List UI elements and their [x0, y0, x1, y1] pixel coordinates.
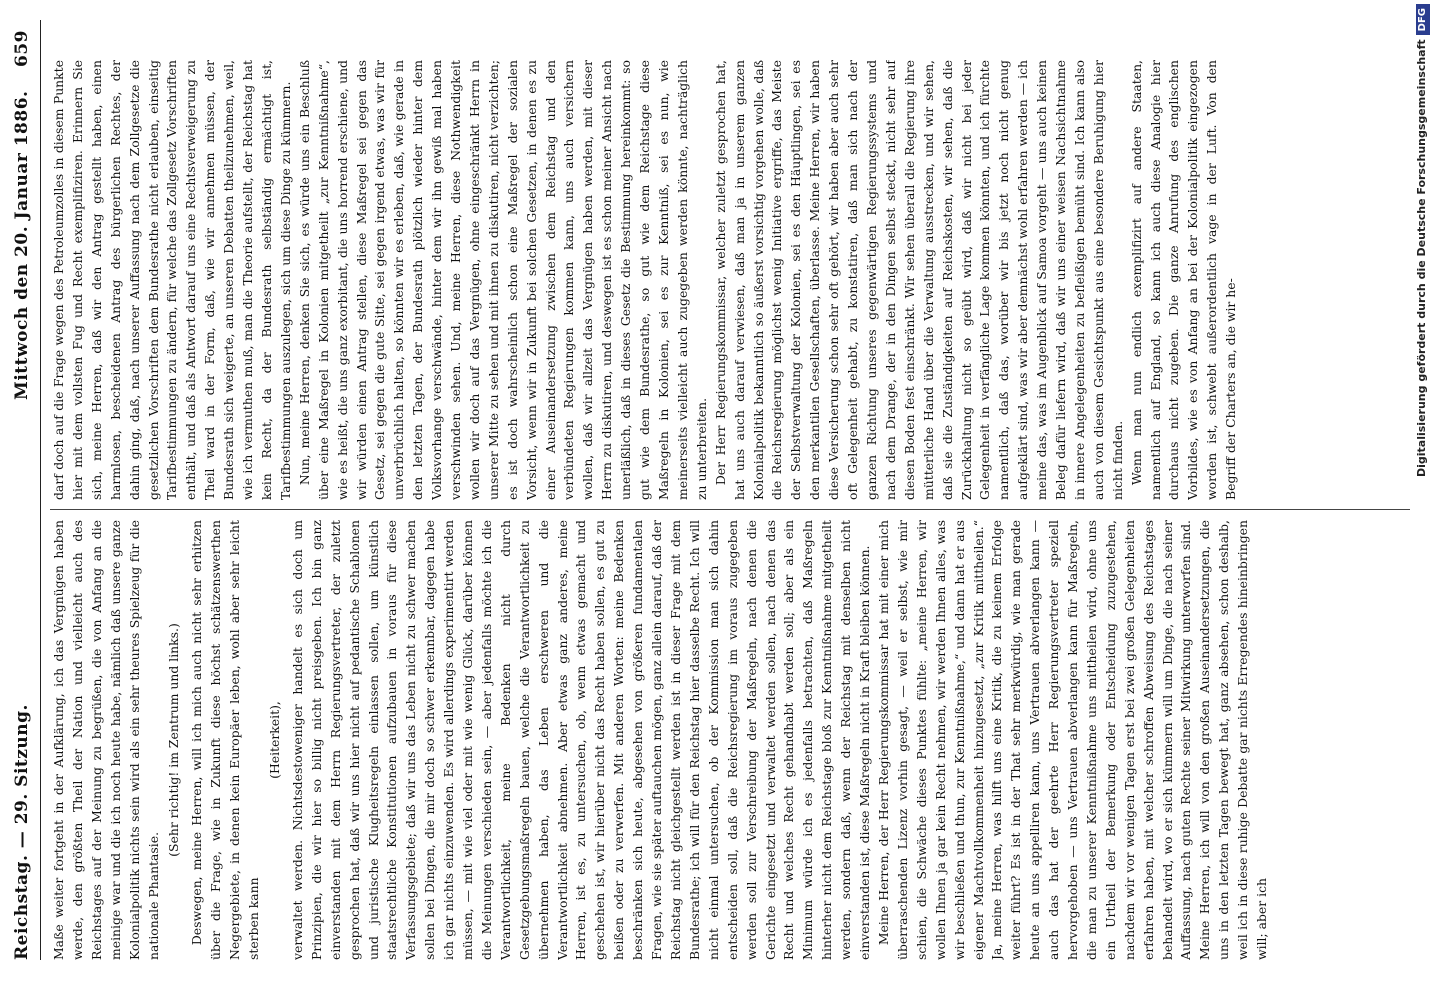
paragraph: darf doch auf die Frage wegen des Petroleumzolles in diesem Punkte hier mit dem vollsten Fug und Recht exemplifiziren. Erinnern Sie sich, meine Herren, daß wir den Antrag gestellt haben, einen harmlosen, bescheidenen Antrag des bürgerlichen Rechtes, der dahin ging, daß, nach unserer Auffassung nach dem Zollgesetze die gesetzlichen Vorschriften dem Bundesrathe nicht erlauben, einseitig Tarifbestimmungen zu ändern, für welche das Zollgesetz Vorschriften enthält, und daß als Antwort darauf uns eine Rechtsverweigerung zu Theil ward in der Form, daß, wie wir annehmen müssen, der Bundesrath sich weigerte, an unseren Debatten theilzunehmen, weil, wie ich vermuthen muß, man die Theorie aufstellt, der Reichstag hat kein Recht, da der Bundesrath selbständig ermächtigt ist, Tarifbestimmungen auszulegen, sich um diese Dinge zu kümmern. — [51, 60, 293, 500]
paragraph: Deswegen, meine Herren, will ich mich auch nicht sehr erhitzen über die Frage, wie in Zukunft diese höchst schätzenswerthen Negergebiete, in denen kein Europäer leben, wohl aber sehr leicht sterben kann — [189, 520, 262, 960]
header-rule — [40, 20, 41, 960]
text-column-left — [50, 520, 1420, 960]
paragraph: Wenn man nun endlich exemplifizirt auf andere Staaten, namentlich auf England, so kann ich auch diese Analogie hier durchaus nicht zugeben. Die ganze Anrufung des englischen Vorbildes, wie es von Anfang an bei der Kolonialpolitik eingezogen worden ist, schwebt außerordentlich vage in der Luft. Von den Begriff der Charters an, die wir he- — [1128, 60, 1239, 500]
text-column-right — [50, 60, 1420, 500]
paragraph: Der Herr Regierungskommissar, welcher zuletzt gesprochen hat, hat uns auch darauf verwiesen, daß man ja in unserem ganzen Kolonialpolitik bekanntlich so äußerst vorsichtig vorgehen wolle, daß die Reichsregierung möglichst wenig Initiative ergriffe, das Meiste der Selbstverwaltung der Kolonien, sei es den Häuptlingen, sei es den merkantilen Gesellschaften, überlasse. Meine Herren, wir haben diese Versicherung schon sehr oft gehört, wir haben aber auch sehr oft Gelegenheit gehabt, zu konstatiren, daß man sich nach der ganzen Richtung unseres gegenwärtigen Regierungssystems und nach dem Drange, der in den Dingen selbst steckt, nicht sehr auf diesen Boden fest einschränkt. Wir sehen überall die Regierung ihre mütterliche Hand über die Verwaltung ausstrecken, und wir sehen, daß sie die Zuständigkeiten auf Reichskosten, wir sehen, daß die Zurückhaltung nicht so geübt wird, daß wir nicht bei jeder Gelegenheit in verfängliche Lage kommen könnten, und ich fürchte namentlich, daß das, worüber wir bis jetzt noch nicht genug aufgeklärt sind, was wir aber demnächst wohl erfahren werden — ich meine das, was im Augenblick auf Samoa vorgeht — uns auch keinen Beleg dafür liefern wird, daß wir uns einer weisen Nachsichtnahme in innere Angelegenheiten zu befleißigen bemüht sind. Ich kann also auch von diesem Gesichtspunkt aus eine besondere Beruhigung hier nicht finden. — [712, 60, 1125, 500]
paragraph: Maße weiter fortgeht in der Aufklärung, ich das Vergnügen haben werde, den größten Theil der Nation und vielleicht auch des Reichstages auf der Meinung zu begrüßen, die von Anfang an die meinige war und die ich noch heute habe, nämlich daß unsere ganze Kolonialpolitik nichts sein wird als ein sehr theures Spielzeug für die nationale Phantasie. — [51, 520, 161, 960]
header-date: Mittwoch den 20. Januar 1886. — [12, 90, 32, 400]
dfg-logo: DFG — [1416, 4, 1430, 35]
interjection: (Sehr richtig! im Zentrum und links.) — [166, 623, 182, 857]
header-section-title: Reichstag. — 29. Sitzung. — [12, 704, 32, 960]
dfg-watermark — [1412, 4, 1432, 604]
page-number: 659 — [12, 30, 32, 67]
column-divider — [50, 509, 1410, 510]
page-header — [6, 30, 40, 960]
paragraph: Meine Herren, der Herr Regierungskommissar hat mit einer mich überraschenden Lizenz vorhin gesagt, — weil er selbst, wie mir schien, die Schwäche dieses Punktes fühlte: „meine Herren, wir wollen Ihnen ja gar kein Recht nehmen, wir werden Ihnen alles, was wir beschließen und thun, zur Kenntnißnahme,“ und dann hat er aus eigener Machtvollkommenheit hinzugesetzt, „zur Kritik mittheilen.“ Ja, meine Herren, was hilft uns eine Kritik, die zu keinem Erfolge weiter führt? Es ist in der That sehr merkwürdig, wie man gerade heute an uns appelliren kann, uns Vertrauen abverlangen kann — auch das hat der geehrte Herr Regierungsvertreter speziell hervorgehoben — uns Vertrauen abverlangen kann für Maßregeln, die man zu unserer Kenntnißnahme uns mittheilen wird, ohne uns ein Urtheil der Bemerkung oder Entscheidung zuzugestehen, nachdem wir vor wenigen Tagen erst bei zwei großen Gelegenheiten erfahren haben, mit welcher schroffen Abweisung des Reichstages behandelt wird, wo er sich kümmern will um Dinge, die nach seiner Auffassung, nach guten Rechte seiner Mitwirkung unterworfen sind. Meine Herren, ich will von den großen Auseinandersetzungen, die uns in den letzten Tagen bewegt hat, ganz absehen, schon deshalb, weil ich in diese ruhige Debatte gar nichts Erregendes hineinbringen will; aber ich — [875, 520, 1270, 960]
paragraph: Nun, meine Herren, denken Sie sich, es würde uns ein Beschluß über eine Maßregel in Kolonien mitgetheilt „zur Kenntnißnahme“, wie es heißt, die uns ganz exorbitant, die uns horrend erschiene, und wir würden einen Antrag stellen, diese Maßregel sei gegen das Gesetz, sei gegen die gute Sitte, sei gegen irgend etwas, was wir für unverbrüchlich halten, so könnten wir es erleben, daß, wie gerade in den letzten Tagen, der Bundesrath plötzlich wieder hinter dem Volksvorhange verschwände, hinter dem wir ihn gewiß mal haben verschwinden sehen. Und, meine Herren, diese Nothwendigkeit wollen wir doch auf das Vergnügen, ohne eingeschränkt Herrn in unserer Mitte zu sehen und mit ihnen zu diskutiren, nicht verzichten; es ist doch wahrscheinlich schon eine Maßregel der sozialen Vorsicht, wenn wir in Zukunft bei solchen Gesetzen, in denen es zu einer Auseinandersetzung zwischen dem Reichstag und den verbündeten Regierungen kommen kann, uns auch versichern wollen, daß wir allzeit das Vergnügen haben werden, mit dieser Herrn zu diskutiren, und deswegen ist es schon meiner Ansicht nach unerläßlich, daß in dieses Gesetz die Bestimmung hereinkommt: so gut wie dem Bundesrathe, so gut wie dem Reichstage diese Maßregeln in Kolonien, sei es zur Kenntniß, sei es nun, wie meinerseits vielleicht auch zugegeben werden könnte, nachträglich zu unterbreiten. — [296, 60, 709, 500]
paragraph: verwaltet werden. Nichtsdestoweniger handelt es sich doch um Prinzipien, die wir hier so billig nicht preisgeben. Ich bin ganz einverstanden mit dem Herrn Regierungsvertreter, der zuletzt gesprochen hat, daß wir uns hier nicht auf pedantische Schablonen und juristische Klugheitsregeln einlassen sollen, um künstlich staatsrechtliche Konstitutionen aufzubauen in voraus für diese Verfassungsgebiete; daß wir uns das Leben nicht zu schwer machen sollen bei Dingen, die mir doch so schwer erkennbar, dagegen habe ich gar nichts einzuwenden. Es wird allerdings experimentirt werden müssen, — mit wie viel oder mit wie wenig Glück, darüber können die Meinungen verschieden sein, — aber jedenfalls möchte ich die Verantwortlichkeit, meine Bedenken nicht durch Gesetzgebungsmaßregeln bauen, welche die Verantwortlichkeit zu übernehmen haben, das Leben erschweren und die Verantwortlichkeit abnehmen. Aber etwas ganz anderes, meine Herren, ist es, zu untersuchen, ob, wenn etwas gemacht und geschehen ist, wir hierüber nicht das Recht haben sollen, es gut zu heißen oder zu verwerfen. Mit anderen Worten: meine Bedenken beschränken sich heute, abgesehen von größeren fundamentalen Fragen, wie sie später auftauchen mögen, ganz allein darauf, daß der Reichstag nicht gleichgestellt werden ist in dieser Frage mit dem Bundesrathe; ich will für den Reichstag hier dasselbe Recht. Ich will nicht einmal untersuchen, ob der Kommission man sich dahin entscheiden soll, daß die Reichsregierung im voraus zugegeben werden soll zur Verschreibung der Maßregeln, nach denen die Gerichte eingesetzt und verwaltet werden sollen, nach denen das Recht und welches Recht gehandhabt werden soll; aber als ein Minimum würde ich es jedenfalls betrachten, daß Maßregeln hinterher nicht dem Reichstage bloß zur Kenntnißnahme mitgetheilt werden, sondern daß, wenn der Reichstag mit denselben nicht einverstanden ist, diese Maßregeln nicht in Kraft bleiben können. — [289, 520, 873, 960]
interjection: (Heiterkeit), — [266, 701, 282, 779]
dfg-credit-text: Digitalisierung gefördert durch die Deutsche Forschungsgemeinschaft — [1415, 39, 1428, 478]
